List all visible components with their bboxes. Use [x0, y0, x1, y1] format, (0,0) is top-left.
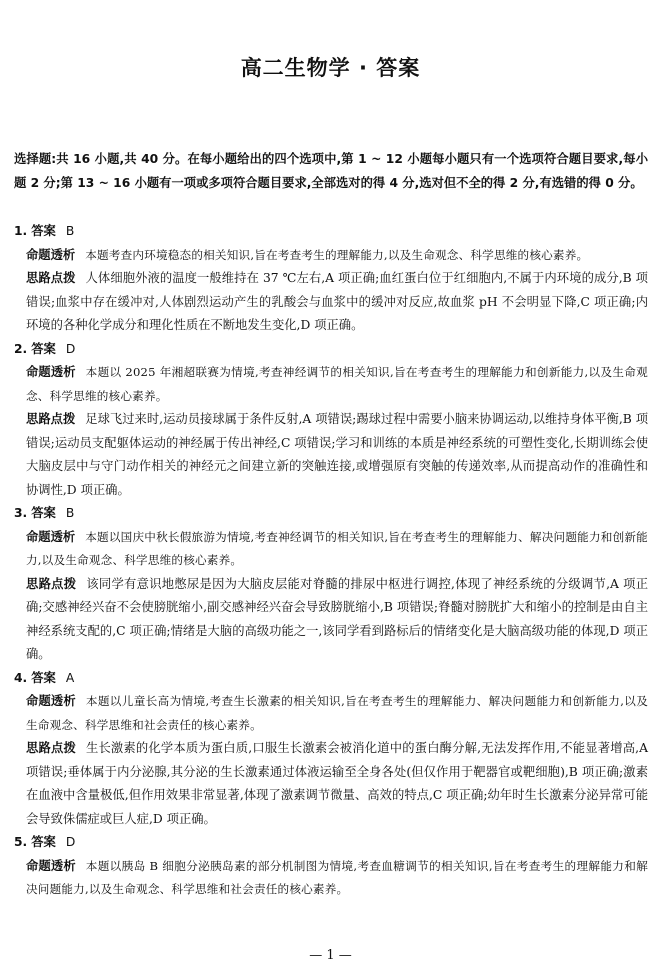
question-header	[14, 831, 648, 855]
question-number: 2.	[14, 341, 28, 356]
hint-text: 人体细胞外液的温度一般维持在 37 ℃左右,A 项正确;血红蛋白位于红细胞内,不属于内环境的成分,B 项错误;血浆中存在缓冲对,人体剧烈运动产生的乳酸会与血浆中的缓冲对反应,故血浆 pH 不会明显下降,C 项正确;内环境的各种化学成分和理化性质在不断地发生变化,D 项正确。	[26, 271, 648, 332]
hint-label: 思路点拨	[26, 741, 76, 755]
answer-value: D	[65, 835, 76, 849]
analysis-paragraph	[26, 855, 648, 902]
analysis-label: 命题透析	[26, 694, 76, 708]
hint-label: 思路点拨	[26, 412, 76, 426]
answer-value: A	[65, 670, 75, 685]
hint-paragraph	[26, 737, 648, 831]
answer-label: 答案	[31, 224, 56, 238]
analysis-label: 命题透析	[26, 529, 76, 544]
analysis-label: 命题透析	[26, 247, 76, 262]
question-2	[14, 338, 648, 503]
question-number: 3.	[14, 506, 28, 520]
hint-text: 足球飞过来时,运动员接球属于条件反射,A 项错误;踢球过程中需要小脑来协调运动,以维持身体平衡,B 项错误;运动员支配躯体运动的神经属于传出神经,C 项错误;学习和训练的本质是神经系统的可塑性变化,长期训练会使大脑皮层中与守门动作相关的神经元之间建立新的突触连接,或增强原有突触的传递效率,从而提高动作的准确性和协调性,D 项正确。	[26, 412, 648, 497]
hint-text: 该同学有意识地憋尿是因为大脑皮层能对脊髓的排尿中枢进行调控,体现了神经系统的分级调节,A 项正确;交感神经兴奋不会使膀胱缩小,副交感神经兴奋会导致膀胱缩小,B 项错误;脊髓对膀胱扩大和缩小的控制是由自主神经系统支配的,C 项正确;情绪是大脑的高级功能之一,该同学看到路标后的情绪变化是大脑高级功能的体现,D 项正确。	[26, 576, 648, 661]
analysis-text: 本题以国庆中秋长假旅游为情境,考查神经调节的相关知识,旨在考查考生的理解能力、解决问题能力和创新能力,以及生命观念、科学思维的核心素养。	[26, 529, 648, 567]
hint-label: 思路点拨	[26, 576, 77, 591]
question-4	[14, 667, 648, 832]
question-3	[14, 502, 648, 667]
analysis-paragraph	[26, 361, 648, 408]
hint-text: 生长激素的化学本质为蛋白质,口服生长激素会被消化道中的蛋白酶分解,无法发挥作用,不能显著增高,A 项错误;垂体属于内分泌腺,其分泌的生长激素通过体液运输至全身各处(但仅作用于靶器官或靶细胞),B 项正确;激素在血液中含量极低,但作用效果非常显著,体现了激素调节微量、高效的特点,C 项正确;幼年时生长激素分泌异常可能会导致侏儒症或巨人症,D 项正确。	[26, 741, 648, 826]
answer-label: 答案	[31, 341, 56, 356]
analysis-paragraph	[26, 244, 648, 268]
question-number: 1.	[14, 224, 28, 238]
analysis-text: 本题以胰岛 B 细胞分泌胰岛素的部分机制图为情境,考查血糖调节的相关知识,旨在考查考生的理解能力和解决问题能力,以及生命观念、科学思维和社会责任的核心素养。	[26, 858, 648, 896]
analysis-label: 命题透析	[26, 858, 76, 873]
analysis-label: 命题透析	[26, 365, 76, 379]
section-intro: 选择题:共 16 小题,共 40 分。在每小题给出的四个选项中,第 1 ~ 12 小题每小题只有一个选项符合题目要求,每小题 2 分;第 13 ~ 16 小题有一项或多项符合题目要求,全部选对的得 4 分,选对但不全的得 2 分,有选错的得 0 分。	[14, 152, 648, 190]
answer-value: B	[65, 506, 75, 520]
page-number: — 1 —	[309, 948, 352, 963]
answer-value: D	[65, 341, 76, 356]
answer-label: 答案	[31, 670, 56, 685]
question-number: 5.	[14, 835, 28, 849]
answer-list	[14, 220, 648, 902]
analysis-paragraph	[26, 690, 648, 737]
analysis-text: 本题以 2025 年湘超联赛为情境,考查神经调节的相关知识,旨在考查考生的理解能力和创新能力,以及生命观念、科学思维的核心素养。	[26, 365, 648, 403]
hint-paragraph	[26, 267, 648, 338]
question-number: 4.	[14, 670, 28, 685]
question-header	[14, 502, 648, 526]
question-header	[14, 220, 648, 244]
analysis-text: 本题考查内环境稳态的相关知识,旨在考查考生的理解能力,以及生命观念、科学思维的核心素养。	[85, 247, 589, 262]
answer-value: B	[65, 224, 75, 238]
question-header	[14, 667, 648, 691]
hint-paragraph	[26, 408, 648, 502]
page-title: 高二生物学 · 答案	[240, 56, 421, 80]
question-header	[14, 338, 648, 362]
question-5	[14, 831, 648, 902]
hint-paragraph	[26, 573, 648, 667]
question-1	[14, 220, 648, 338]
answer-label: 答案	[31, 506, 56, 520]
analysis-text: 本题以儿童长高为情境,考查生长激素的相关知识,旨在考查考生的理解能力、解决问题能力和创新能力,以及生命观念、科学思维和社会责任的核心素养。	[26, 694, 648, 732]
answer-label: 答案	[31, 835, 56, 849]
hint-label: 思路点拨	[26, 271, 76, 285]
analysis-paragraph	[26, 526, 648, 573]
